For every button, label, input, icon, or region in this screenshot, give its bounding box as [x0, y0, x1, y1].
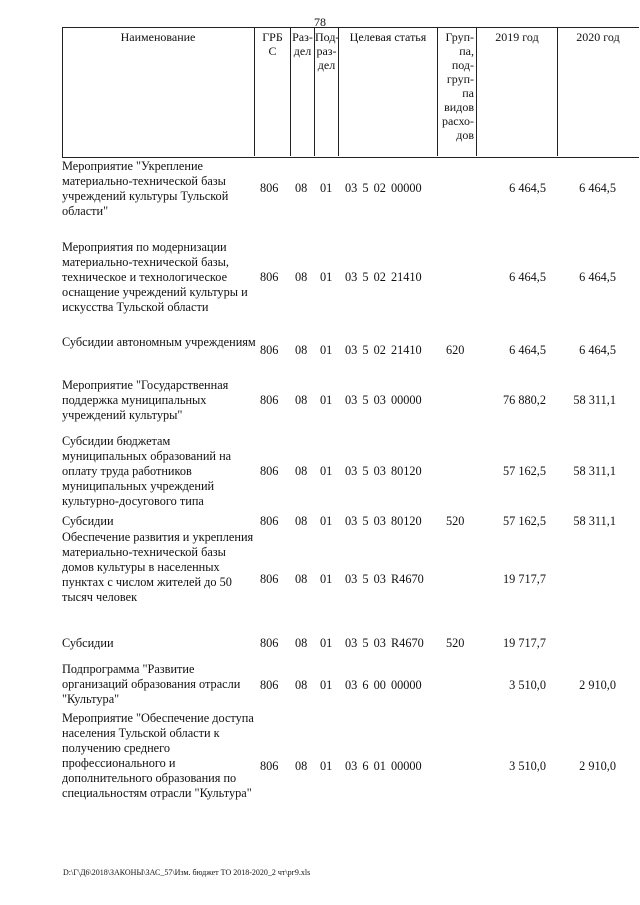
header-group-line: видов [444, 100, 474, 114]
header-podrazdel [315, 30, 338, 72]
row-target: 03 5 02 00000 [345, 181, 422, 195]
row-2019: 57 162,5 [502, 464, 546, 478]
header-name: Наименование [120, 30, 196, 44]
row-2020: 2 910,0 [579, 678, 616, 692]
row-group: 520 [446, 636, 465, 650]
row-name: Субсидии бюджетам муниципальных образований на оплату труда работников муниципальных учреждений культурно-досугового типа [62, 434, 232, 508]
header-group-line: дов [456, 128, 474, 142]
column-divider [338, 27, 339, 156]
row-target: 03 5 03 R4670 [345, 572, 424, 586]
row-grbs: 806 [260, 759, 279, 773]
row-name: Подпрограмма "Развитие организаций образования отрасли "Культура" [62, 662, 241, 706]
row-grbs: 806 [260, 678, 279, 692]
row-podrazdel: 01 [320, 759, 333, 773]
header-podrazdel-line: Под- [315, 30, 340, 44]
row-name: Обеспечение развития и укрепления материально-технической базы домов культуры в населенных пунктах с числом жителей до 50 тысяч человек [62, 530, 254, 604]
header-group-line: па [462, 86, 474, 100]
row-grbs: 806 [260, 270, 279, 284]
header-razdel [291, 30, 314, 58]
row-grbs: 806 [260, 343, 279, 357]
row-podrazdel: 01 [320, 572, 333, 586]
row-target: 03 6 01 00000 [345, 759, 422, 773]
row-target: 03 5 03 00000 [345, 393, 422, 407]
row-podrazdel: 01 [320, 181, 333, 195]
row-name: Мероприятие "Государственная поддержка муниципальных учреждений культуры" [62, 378, 229, 422]
row-name: Мероприятие "Обеспечение доступа населения Тульской области к получению среднего профессионального и дополнительного образования по специальностям отрасли "Культура" [62, 711, 254, 800]
row-razdel: 08 [295, 636, 308, 650]
page-number: 78 [314, 15, 326, 29]
file-path-footer: D:\Г\Д6\2018\ЗАКОНЫ\ЗАС_57\Изм. бюджет ТО 2018-2020_2 чт\рг9.xls [63, 868, 311, 877]
column-divider [476, 27, 477, 156]
row-podrazdel: 01 [320, 514, 333, 528]
row-podrazdel: 01 [320, 270, 333, 284]
row-podrazdel: 01 [320, 678, 333, 692]
row-grbs: 806 [260, 636, 279, 650]
header-grbs-line: С [268, 44, 277, 58]
row-2019: 6 464,5 [509, 343, 546, 357]
row-grbs: 806 [260, 181, 279, 195]
row-grbs: 806 [260, 464, 279, 478]
header-grbs [255, 30, 290, 58]
row-2020: 6 464,5 [579, 270, 616, 284]
row-podrazdel: 01 [320, 343, 333, 357]
header-podrazdel-line: раз- [316, 44, 337, 58]
header-group-line: под- [451, 58, 474, 72]
row-name: Мероприятие "Укрепление материально-технической базы учреждений культуры Тульской области" [62, 159, 229, 218]
header-group-line: па, [459, 44, 474, 58]
row-podrazdel: 01 [320, 393, 333, 407]
row-razdel: 08 [295, 678, 308, 692]
row-2020: 58 311,1 [573, 514, 616, 528]
row-2020: 58 311,1 [573, 393, 616, 407]
header-grbs-line: ГРБ [262, 30, 283, 44]
row-target: 03 5 03 80120 [345, 464, 422, 478]
header-razdel-line: дел [293, 44, 312, 58]
row-razdel: 08 [295, 343, 308, 357]
row-name: Мероприятия по модернизации материально-технической базы, техническое и технологическое оснащение учреждений культуры и искусства Тульской области [62, 240, 248, 314]
header-target: Целевая статья [349, 30, 427, 44]
row-target: 03 6 00 00000 [345, 678, 422, 692]
row-2020: 6 464,5 [579, 181, 616, 195]
row-2019: 57 162,5 [502, 514, 546, 528]
row-name: Субсидии [62, 514, 114, 528]
header-group [438, 30, 476, 142]
row-name: Субсидии автономным учреждениям [62, 335, 256, 349]
header-group-line: груп- [446, 72, 474, 86]
header-group-line: расхо- [441, 114, 474, 128]
row-2020: 58 311,1 [573, 464, 616, 478]
row-name: Субсидии [62, 636, 114, 650]
row-razdel: 08 [295, 270, 308, 284]
row-target: 03 5 03 80120 [345, 514, 422, 528]
row-2019: 3 510,0 [509, 678, 546, 692]
row-razdel: 08 [295, 514, 308, 528]
row-razdel: 08 [295, 572, 308, 586]
row-razdel: 08 [295, 393, 308, 407]
row-2019: 3 510,0 [509, 759, 546, 773]
row-grbs: 806 [260, 572, 279, 586]
row-2019: 19 717,7 [502, 636, 546, 650]
row-razdel: 08 [295, 759, 308, 773]
row-podrazdel: 01 [320, 464, 333, 478]
table-header [62, 27, 639, 158]
row-razdel: 08 [295, 181, 308, 195]
row-2020: 6 464,5 [579, 343, 616, 357]
row-grbs: 806 [260, 393, 279, 407]
row-podrazdel: 01 [320, 636, 333, 650]
row-target: 03 5 03 R4670 [345, 636, 424, 650]
row-grbs: 806 [260, 514, 279, 528]
row-2019: 19 717,7 [502, 572, 546, 586]
column-divider [557, 27, 558, 156]
header-2019: 2019 год [495, 30, 539, 44]
row-2019: 6 464,5 [509, 181, 546, 195]
row-2019: 76 880,2 [502, 393, 546, 407]
header-group-line: Груп- [445, 30, 474, 44]
row-razdel: 08 [295, 464, 308, 478]
row-group: 620 [446, 343, 465, 357]
header-podrazdel-line: дел [317, 58, 336, 72]
row-group: 520 [446, 514, 465, 528]
row-target: 03 5 02 21410 [345, 343, 422, 357]
row-target: 03 5 02 21410 [345, 270, 422, 284]
row-2020: 2 910,0 [579, 759, 616, 773]
header-razdel-line: Раз- [292, 30, 313, 44]
header-2020: 2020 год [576, 30, 620, 44]
row-2019: 6 464,5 [509, 270, 546, 284]
